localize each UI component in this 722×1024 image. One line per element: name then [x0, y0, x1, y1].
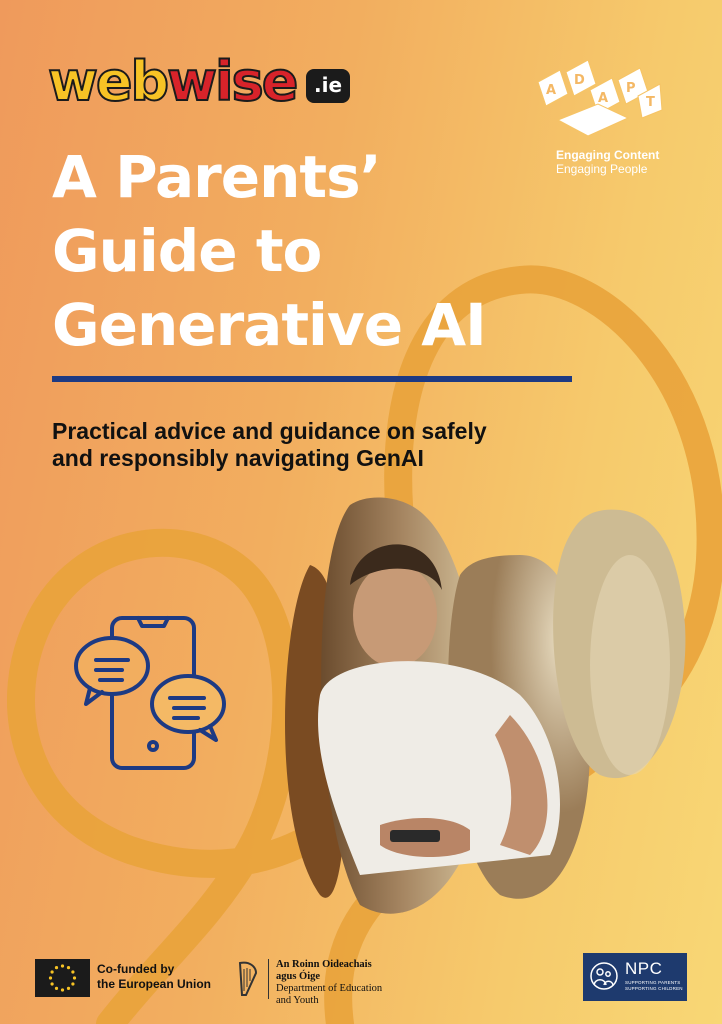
npc-logo: [583, 953, 687, 1001]
npc-name: NPC: [625, 959, 663, 978]
eu-flag-icon: [35, 959, 90, 997]
npc-sub-2: SUPPORTING CHILDREN: [625, 986, 683, 991]
harp-icon: [236, 959, 260, 999]
gov-line-4: and Youth: [276, 995, 319, 1006]
adapt-letter: A: [546, 83, 557, 98]
webwise-logo: [48, 50, 343, 127]
eu-line-1: Co-funded by: [97, 962, 175, 976]
npc-family-icon: [589, 961, 619, 991]
phone-chat-icon: [70, 608, 240, 778]
logo-wise-text: wise: [167, 50, 297, 113]
logo-web-text: web: [48, 50, 168, 113]
title-divider: [52, 376, 572, 382]
subtitle-line-2: and responsibly navigating GenAI: [52, 445, 424, 471]
gov-department-text: [276, 959, 382, 1007]
title-line-3: Generative AI: [52, 291, 486, 359]
adapt-tagline-2: Engaging People: [556, 162, 648, 176]
hero-photo: [270, 495, 700, 915]
adapt-tagline-1: Engaging Content: [556, 148, 660, 162]
eu-cofunded-text: [97, 962, 211, 992]
gov-divider: [268, 959, 269, 999]
adapt-letter: A: [598, 91, 609, 106]
eu-line-2: the European Union: [97, 977, 211, 991]
npc-subtitle: [625, 980, 685, 992]
adapt-letter: P: [626, 81, 636, 96]
gov-line-1: An Roinn Oideachais: [276, 959, 372, 970]
page-subtitle: [52, 418, 652, 472]
title-line-2: Guide to: [52, 217, 322, 285]
page-title: [52, 140, 612, 362]
gov-line-2: agus Óige: [276, 971, 321, 982]
footer: [0, 945, 722, 1015]
logo-tld-badge: .ie: [306, 69, 350, 103]
adapt-letter: D: [574, 73, 585, 88]
subtitle-line-1: Practical advice and guidance on safely: [52, 418, 487, 444]
adapt-letter: T: [646, 95, 655, 110]
gov-line-3: Department of Education: [276, 983, 383, 994]
npc-sub-1: SUPPORTING PARENTS: [625, 980, 681, 985]
title-line-1: A Parents’: [52, 143, 381, 211]
